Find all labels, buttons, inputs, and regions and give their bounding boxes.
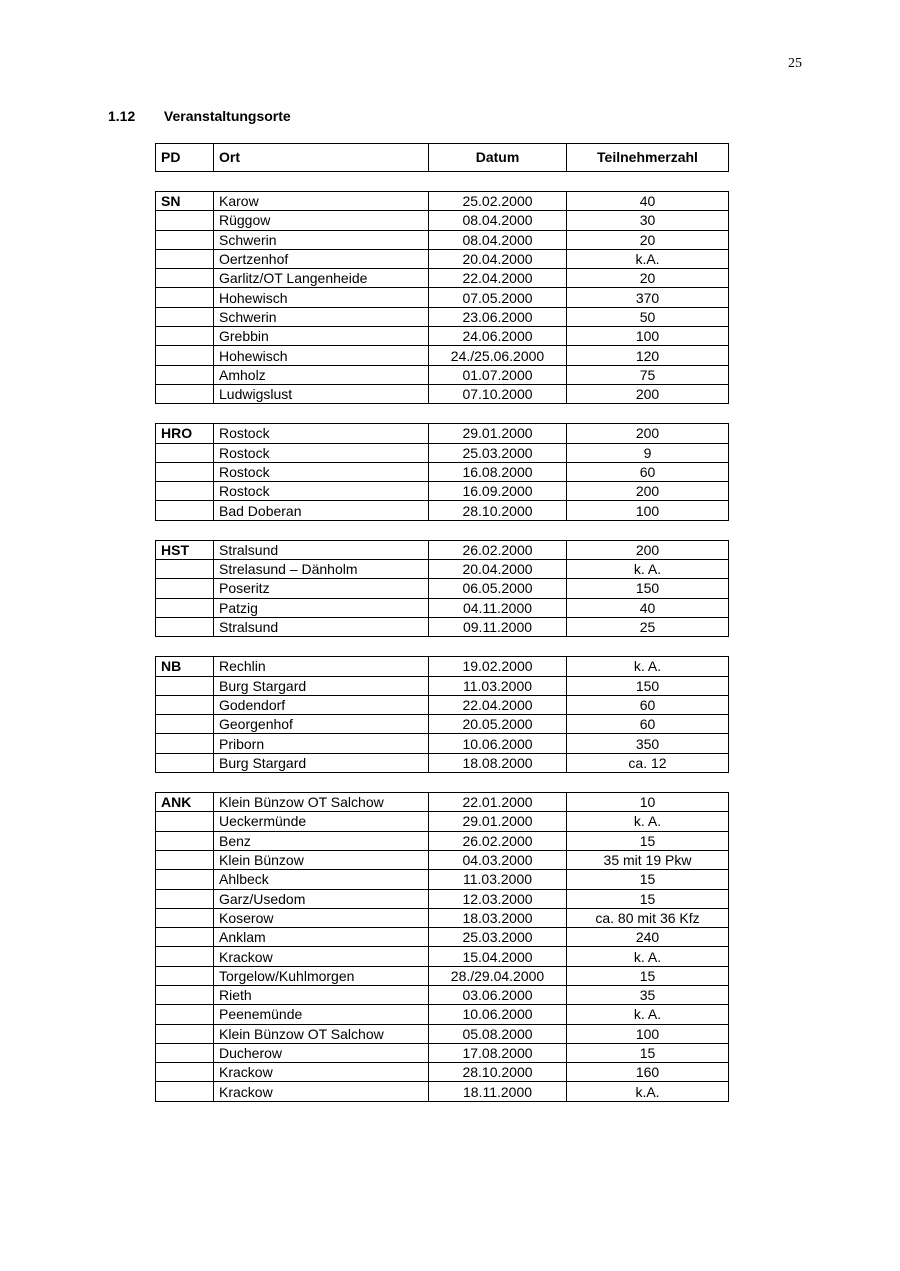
table-row (156, 617, 729, 636)
table-header (155, 143, 729, 172)
table-row (156, 346, 729, 365)
table-row (156, 598, 729, 617)
pd-cell (156, 211, 214, 230)
datum-cell: 26.02.2000 (429, 831, 567, 850)
datum-cell: 20.04.2000 (429, 249, 567, 268)
table-group-hst (155, 540, 729, 637)
ort-cell: Rostock (214, 443, 429, 462)
datum-cell: 07.05.2000 (429, 288, 567, 307)
pd-cell: HST (156, 540, 214, 559)
table-row (156, 831, 729, 850)
datum-cell: 18.11.2000 (429, 1082, 567, 1101)
header-pd: PD (156, 144, 214, 172)
table-row (156, 695, 729, 714)
ort-cell: Krackow (214, 947, 429, 966)
pd-cell (156, 346, 214, 365)
datum-cell: 10.06.2000 (429, 734, 567, 753)
table-row (156, 812, 729, 831)
ort-cell: Garlitz/OT Langenheide (214, 269, 429, 288)
datum-cell: 11.03.2000 (429, 870, 567, 889)
pd-cell (156, 249, 214, 268)
pd-cell (156, 715, 214, 734)
ort-cell: Torgelow/Kuhlmorgen (214, 966, 429, 985)
pd-cell (156, 850, 214, 869)
pd-cell (156, 1024, 214, 1043)
table-row (156, 211, 729, 230)
teilnehmerzahl-cell: 60 (567, 715, 729, 734)
pd-cell (156, 1063, 214, 1082)
table-row (156, 249, 729, 268)
teilnehmerzahl-cell: 120 (567, 346, 729, 365)
datum-cell: 26.02.2000 (429, 540, 567, 559)
ort-cell: Klein Bünzow (214, 850, 429, 869)
datum-cell: 06.05.2000 (429, 579, 567, 598)
ort-cell: Burg Stargard (214, 676, 429, 695)
teilnehmerzahl-cell: ca. 12 (567, 753, 729, 772)
table-row (156, 850, 729, 869)
table-row (156, 908, 729, 927)
table-row (156, 928, 729, 947)
ort-cell: Rechlin (214, 657, 429, 676)
teilnehmerzahl-cell: 100 (567, 501, 729, 520)
datum-cell: 24./25.06.2000 (429, 346, 567, 365)
pd-cell: SN (156, 192, 214, 211)
datum-cell: 25.03.2000 (429, 443, 567, 462)
ort-cell: Anklam (214, 928, 429, 947)
teilnehmerzahl-cell: ca. 80 mit 36 Kfz (567, 908, 729, 927)
table-row (156, 985, 729, 1004)
datum-cell: 16.09.2000 (429, 482, 567, 501)
table-row (156, 482, 729, 501)
ort-cell: Priborn (214, 734, 429, 753)
pd-cell (156, 889, 214, 908)
pd-cell (156, 831, 214, 850)
datum-cell: 25.02.2000 (429, 192, 567, 211)
teilnehmerzahl-cell: k. A. (567, 1005, 729, 1024)
pd-cell (156, 365, 214, 384)
ort-cell: Garz/Usedom (214, 889, 429, 908)
pd-cell: ANK (156, 793, 214, 812)
ort-cell: Rostock (214, 462, 429, 481)
datum-cell: 23.06.2000 (429, 307, 567, 326)
table-row (156, 734, 729, 753)
pd-cell (156, 560, 214, 579)
table-row (156, 443, 729, 462)
ort-cell: Stralsund (214, 617, 429, 636)
teilnehmerzahl-cell: 150 (567, 676, 729, 695)
pd-cell (156, 443, 214, 462)
pd-cell (156, 462, 214, 481)
datum-cell: 28./29.04.2000 (429, 966, 567, 985)
datum-cell: 24.06.2000 (429, 327, 567, 346)
table-group-sn (155, 191, 729, 404)
ort-cell: Burg Stargard (214, 753, 429, 772)
teilnehmerzahl-cell: 15 (567, 966, 729, 985)
teilnehmerzahl-cell: 160 (567, 1063, 729, 1082)
pd-cell (156, 288, 214, 307)
table-group-ank (155, 792, 729, 1102)
header-datum: Datum (429, 144, 567, 172)
teilnehmerzahl-cell: 150 (567, 579, 729, 598)
ort-cell: Ducherow (214, 1043, 429, 1062)
ort-cell: Hohewisch (214, 346, 429, 365)
ort-cell: Patzig (214, 598, 429, 617)
pd-cell: HRO (156, 424, 214, 443)
table-row (156, 288, 729, 307)
pd-cell (156, 501, 214, 520)
pd-cell (156, 327, 214, 346)
ort-cell: Krackow (214, 1082, 429, 1101)
ort-cell: Bad Doberan (214, 501, 429, 520)
table-row (156, 501, 729, 520)
ort-cell: Peenemünde (214, 1005, 429, 1024)
teilnehmerzahl-cell: k. A. (567, 812, 729, 831)
pd-cell (156, 384, 214, 403)
pd-cell (156, 269, 214, 288)
ort-cell: Benz (214, 831, 429, 850)
teilnehmerzahl-cell: k.A. (567, 249, 729, 268)
ort-cell: Georgenhof (214, 715, 429, 734)
datum-cell: 25.03.2000 (429, 928, 567, 947)
pd-cell (156, 734, 214, 753)
table-row (156, 540, 729, 559)
teilnehmerzahl-cell: 9 (567, 443, 729, 462)
pd-cell (156, 579, 214, 598)
pd-cell (156, 985, 214, 1004)
ort-cell: Ludwigslust (214, 384, 429, 403)
ort-cell: Grebbin (214, 327, 429, 346)
table-row (156, 269, 729, 288)
table-row (156, 560, 729, 579)
teilnehmerzahl-cell: 75 (567, 365, 729, 384)
ort-cell: Oertzenhof (214, 249, 429, 268)
table-row (156, 307, 729, 326)
section-heading (108, 108, 291, 124)
venues-tables (155, 143, 728, 1102)
teilnehmerzahl-cell: 60 (567, 695, 729, 714)
pd-cell (156, 307, 214, 326)
datum-cell: 22.04.2000 (429, 695, 567, 714)
datum-cell: 29.01.2000 (429, 424, 567, 443)
table-row (156, 657, 729, 676)
ort-cell: Rieth (214, 985, 429, 1004)
ort-cell: Schwerin (214, 230, 429, 249)
table-row (156, 947, 729, 966)
ort-cell: Klein Bünzow OT Salchow (214, 1024, 429, 1043)
table-row (156, 365, 729, 384)
datum-cell: 22.04.2000 (429, 269, 567, 288)
datum-cell: 09.11.2000 (429, 617, 567, 636)
ort-cell: Rostock (214, 482, 429, 501)
datum-cell: 22.01.2000 (429, 793, 567, 812)
teilnehmerzahl-cell: k. A. (567, 560, 729, 579)
datum-cell: 28.10.2000 (429, 501, 567, 520)
pd-cell (156, 1082, 214, 1101)
teilnehmerzahl-cell: 200 (567, 384, 729, 403)
datum-cell: 08.04.2000 (429, 211, 567, 230)
datum-cell: 16.08.2000 (429, 462, 567, 481)
table-row (156, 462, 729, 481)
datum-cell: 20.05.2000 (429, 715, 567, 734)
pd-cell (156, 908, 214, 927)
ort-cell: Krackow (214, 1063, 429, 1082)
teilnehmerzahl-cell: 200 (567, 424, 729, 443)
pd-cell (156, 928, 214, 947)
ort-cell: Schwerin (214, 307, 429, 326)
table-row (156, 966, 729, 985)
table-row (156, 676, 729, 695)
header-row (156, 144, 729, 172)
teilnehmerzahl-cell: 35 (567, 985, 729, 1004)
teilnehmerzahl-cell: 350 (567, 734, 729, 753)
pd-cell (156, 598, 214, 617)
datum-cell: 29.01.2000 (429, 812, 567, 831)
datum-cell: 28.10.2000 (429, 1063, 567, 1082)
pd-cell (156, 695, 214, 714)
datum-cell: 01.07.2000 (429, 365, 567, 384)
ort-cell: Ahlbeck (214, 870, 429, 889)
ort-cell: Koserow (214, 908, 429, 927)
datum-cell: 10.06.2000 (429, 1005, 567, 1024)
ort-cell: Stralsund (214, 540, 429, 559)
datum-cell: 17.08.2000 (429, 1043, 567, 1062)
teilnehmerzahl-cell: 50 (567, 307, 729, 326)
pd-cell (156, 230, 214, 249)
table-row (156, 870, 729, 889)
teilnehmerzahl-cell: 20 (567, 269, 729, 288)
ort-cell: Ueckermünde (214, 812, 429, 831)
teilnehmerzahl-cell: 60 (567, 462, 729, 481)
ort-cell: Karow (214, 192, 429, 211)
ort-cell: Poseritz (214, 579, 429, 598)
table-row (156, 715, 729, 734)
teilnehmerzahl-cell: 15 (567, 870, 729, 889)
table-row (156, 1082, 729, 1101)
teilnehmerzahl-cell: 200 (567, 540, 729, 559)
section-title: Veranstaltungsorte (163, 108, 291, 124)
ort-cell: Rostock (214, 424, 429, 443)
teilnehmerzahl-cell: 40 (567, 598, 729, 617)
table-row (156, 889, 729, 908)
datum-cell: 20.04.2000 (429, 560, 567, 579)
pd-cell: NB (156, 657, 214, 676)
teilnehmerzahl-cell: 15 (567, 1043, 729, 1062)
datum-cell: 12.03.2000 (429, 889, 567, 908)
datum-cell: 05.08.2000 (429, 1024, 567, 1043)
datum-cell: 11.03.2000 (429, 676, 567, 695)
teilnehmerzahl-cell: 200 (567, 482, 729, 501)
header-ort: Ort (214, 144, 429, 172)
teilnehmerzahl-cell: 20 (567, 230, 729, 249)
page-number: 25 (788, 56, 802, 71)
teilnehmerzahl-cell: k. A. (567, 657, 729, 676)
pd-cell (156, 1043, 214, 1062)
datum-cell: 07.10.2000 (429, 384, 567, 403)
pd-cell (156, 676, 214, 695)
teilnehmerzahl-cell: 30 (567, 211, 729, 230)
teilnehmerzahl-cell: 25 (567, 617, 729, 636)
teilnehmerzahl-cell: 100 (567, 327, 729, 346)
table-row (156, 1043, 729, 1062)
teilnehmerzahl-cell: 40 (567, 192, 729, 211)
ort-cell: Hohewisch (214, 288, 429, 307)
pd-cell (156, 753, 214, 772)
teilnehmerzahl-cell: k.A. (567, 1082, 729, 1101)
table-group-nb (155, 656, 729, 773)
ort-cell: Klein Bünzow OT Salchow (214, 793, 429, 812)
ort-cell: Strelasund – Dänholm (214, 560, 429, 579)
datum-cell: 15.04.2000 (429, 947, 567, 966)
teilnehmerzahl-cell: k. A. (567, 947, 729, 966)
ort-cell: Rüggow (214, 211, 429, 230)
teilnehmerzahl-cell: 100 (567, 1024, 729, 1043)
datum-cell: 03.06.2000 (429, 985, 567, 1004)
table-group-hro (155, 423, 729, 520)
datum-cell: 04.11.2000 (429, 598, 567, 617)
ort-cell: Godendorf (214, 695, 429, 714)
table-row (156, 327, 729, 346)
table-row (156, 753, 729, 772)
table-row (156, 384, 729, 403)
pd-cell (156, 947, 214, 966)
teilnehmerzahl-cell: 35 mit 19 Pkw (567, 850, 729, 869)
section-number: 1.12 (108, 108, 136, 124)
table-row (156, 230, 729, 249)
header-teilnehmerzahl: Teilnehmerzahl (567, 144, 729, 172)
pd-cell (156, 966, 214, 985)
table-row (156, 424, 729, 443)
teilnehmerzahl-cell: 240 (567, 928, 729, 947)
datum-cell: 18.03.2000 (429, 908, 567, 927)
teilnehmerzahl-cell: 15 (567, 831, 729, 850)
teilnehmerzahl-cell: 15 (567, 889, 729, 908)
datum-cell: 18.08.2000 (429, 753, 567, 772)
table-row (156, 793, 729, 812)
groups-container (155, 191, 728, 1102)
pd-cell (156, 617, 214, 636)
teilnehmerzahl-cell: 10 (567, 793, 729, 812)
table-row (156, 1024, 729, 1043)
pd-cell (156, 482, 214, 501)
datum-cell: 04.03.2000 (429, 850, 567, 869)
datum-cell: 19.02.2000 (429, 657, 567, 676)
pd-cell (156, 812, 214, 831)
table-row (156, 1005, 729, 1024)
datum-cell: 08.04.2000 (429, 230, 567, 249)
pd-cell (156, 1005, 214, 1024)
table-row (156, 192, 729, 211)
pd-cell (156, 870, 214, 889)
teilnehmerzahl-cell: 370 (567, 288, 729, 307)
table-row (156, 579, 729, 598)
table-row (156, 1063, 729, 1082)
ort-cell: Amholz (214, 365, 429, 384)
